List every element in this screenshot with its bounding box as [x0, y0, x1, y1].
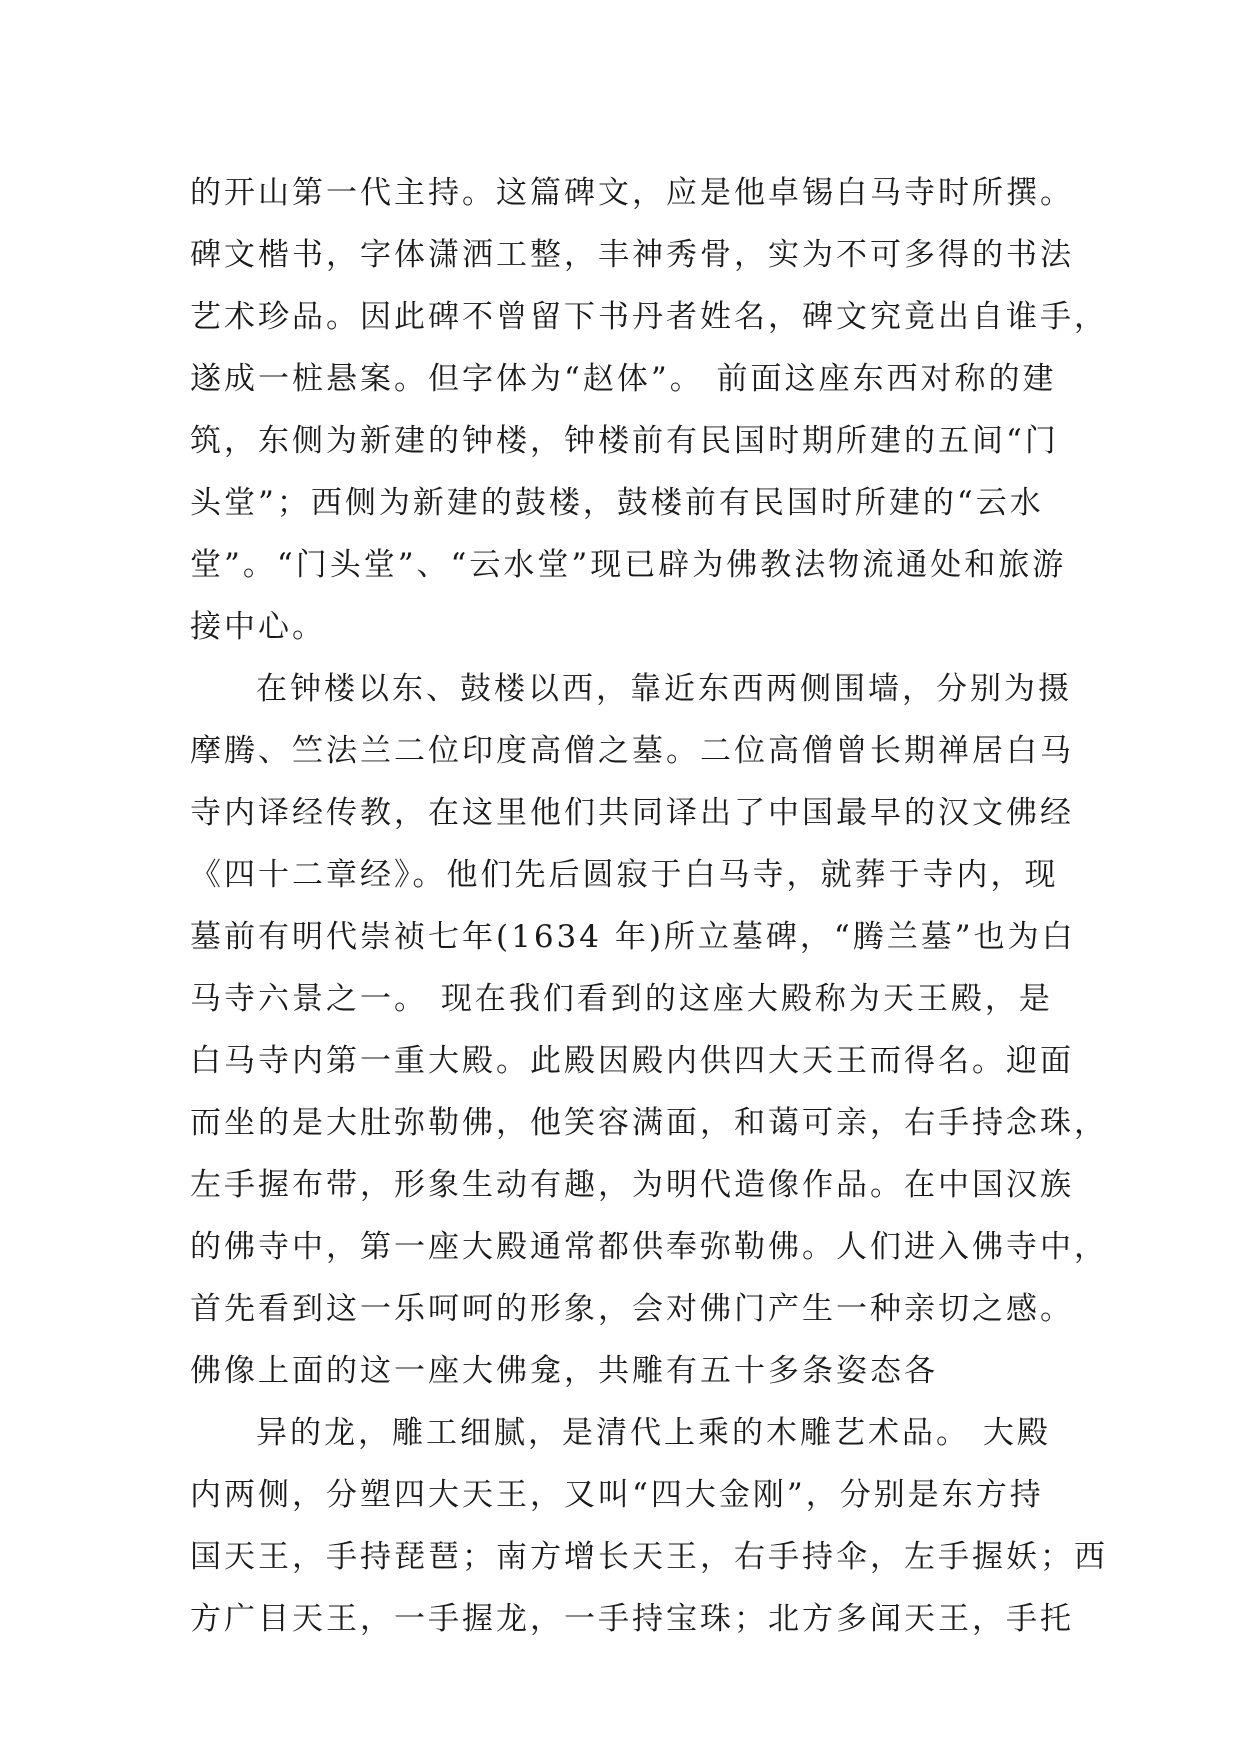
- text-line: 艺术珍品。因此碑不曾留下书丹者姓名，碑文究竟出自谁手，: [190, 299, 1108, 335]
- text-line: 的佛寺中，第一座大殿通常都供奉弥勒佛。人们进入佛寺中，: [190, 1229, 1108, 1265]
- text-line: 接中心。: [190, 609, 326, 645]
- text-line: 左手握布带，形象生动有趣，为明代造像作品。在中国汉族: [190, 1167, 1074, 1203]
- paragraph-first-line: 在钟楼以东、鼓楼以西，靠近东西两侧围墙，分别为摄: [256, 671, 1072, 707]
- text-line: 佛像上面的这一座大佛龛，共雕有五十多条姿态各: [190, 1353, 938, 1389]
- text-line: 的开山第一代主持。这篇碑文，应是他卓锡白马寺时所撰。: [190, 175, 1074, 211]
- text-line: 遂成一桩悬案。但字体为“赵体”。 前面这座东西对称的建: [190, 361, 1057, 397]
- text-line: 而坐的是大肚弥勒佛，他笑容满面，和蔼可亲，右手持念珠，: [190, 1105, 1108, 1141]
- text-line: 《四十二章经》。他们先后圆寂于白马寺，就葬于寺内，现: [190, 857, 1059, 893]
- body-text: [190, 162, 1108, 1650]
- text-line: 墓前有明代崇祯七年(1634 年)所立墓碑，“腾兰墓”也为白: [190, 919, 1076, 955]
- text-line: 内两侧，分塑四大天王，又叫“四大金刚”，分别是东方持: [190, 1477, 1044, 1513]
- text-line: 摩腾、竺法兰二位印度高僧之墓。二位高僧曾长期禅居白马: [190, 733, 1074, 769]
- text-line: 方广目天王，一手握龙，一手持宝珠；北方多闻天王，手托: [190, 1601, 1074, 1637]
- text-line: 筑，东侧为新建的钟楼，钟楼前有民国时期所建的五间“门: [190, 423, 1059, 459]
- text-line: 白马寺内第一重大殿。此殿因殿内供四大天王而得名。迎面: [190, 1043, 1074, 1079]
- paragraph-first-line: 异的龙，雕工细腻，是清代上乘的木雕艺术品。 大殿: [256, 1415, 1051, 1451]
- text-line: 寺内译经传教，在这里他们共同译出了中国最早的汉文佛经: [190, 795, 1074, 831]
- text-line: 碑文楷书，字体潇洒工整，丰神秀骨，实为不可多得的书法: [190, 237, 1074, 273]
- text-line: 马寺六景之一。 现在我们看到的这座大殿称为天王殿，是: [190, 981, 1053, 1017]
- text-line: 国天王，手持琵琶；南方增长天王，右手持伞，左手握妖；西: [190, 1539, 1108, 1575]
- text-line: 头堂”；西侧为新建的鼓楼，鼓楼前有民国时所建的“云水: [190, 485, 1044, 521]
- text-line: 首先看到这一乐呵呵的形象，会对佛门产生一种亲切之感。: [190, 1291, 1074, 1327]
- text-line: 堂”。“门头堂”、“云水堂”现已辟为佛教法物流通处和旅游: [190, 547, 1067, 583]
